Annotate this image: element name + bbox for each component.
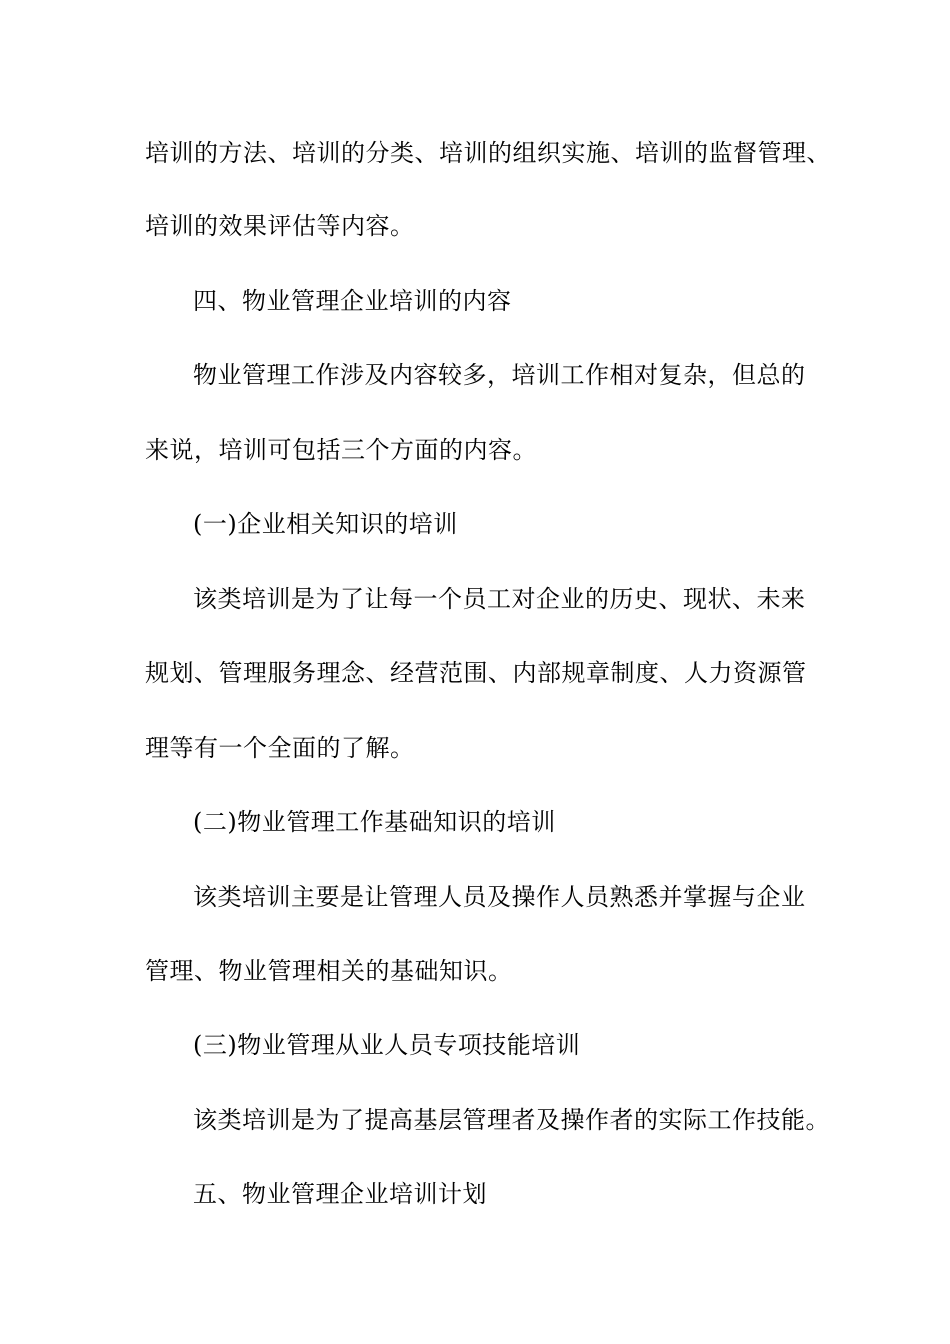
paragraph-line: 培训的效果评估等内容。 — [145, 212, 415, 240]
paragraph-line: 该类培训主要是让管理人员及操作人员熟悉并掌握与企业 — [193, 883, 806, 911]
paragraph-line: 理等有一个全面的了解。 — [145, 734, 415, 762]
paragraph-line: 该类培训是为了提高基层管理者及操作者的实际工作技能。 — [193, 1106, 830, 1134]
subsection-heading: (一)企业相关知识的培训 — [193, 510, 458, 538]
paragraph-line: 该类培训是为了让每一个员工对企业的历史、现状、未来 — [193, 585, 806, 613]
paragraph-line: 管理、物业管理相关的基础知识。 — [145, 957, 513, 985]
paragraph-line: 物业管理工作涉及内容较多，培训工作相对复杂，但总的 — [193, 361, 806, 389]
subsection-heading: (三)物业管理从业人员专项技能培训 — [193, 1031, 581, 1059]
subsection-heading: (二)物业管理工作基础知识的培训 — [193, 808, 556, 836]
paragraph-line: 培训的方法、培训的分类、培训的组织实施、培训的监督管理、 — [145, 139, 831, 167]
section-heading: 五、物业管理企业培训计划 — [193, 1180, 487, 1208]
paragraph-line: 规划、管理服务理念、经营范围、内部规章制度、人力资源管 — [145, 659, 807, 687]
paragraph-line: 来说，培训可包括三个方面的内容。 — [145, 436, 537, 464]
section-heading: 四、物业管理企业培训的内容 — [193, 287, 512, 315]
